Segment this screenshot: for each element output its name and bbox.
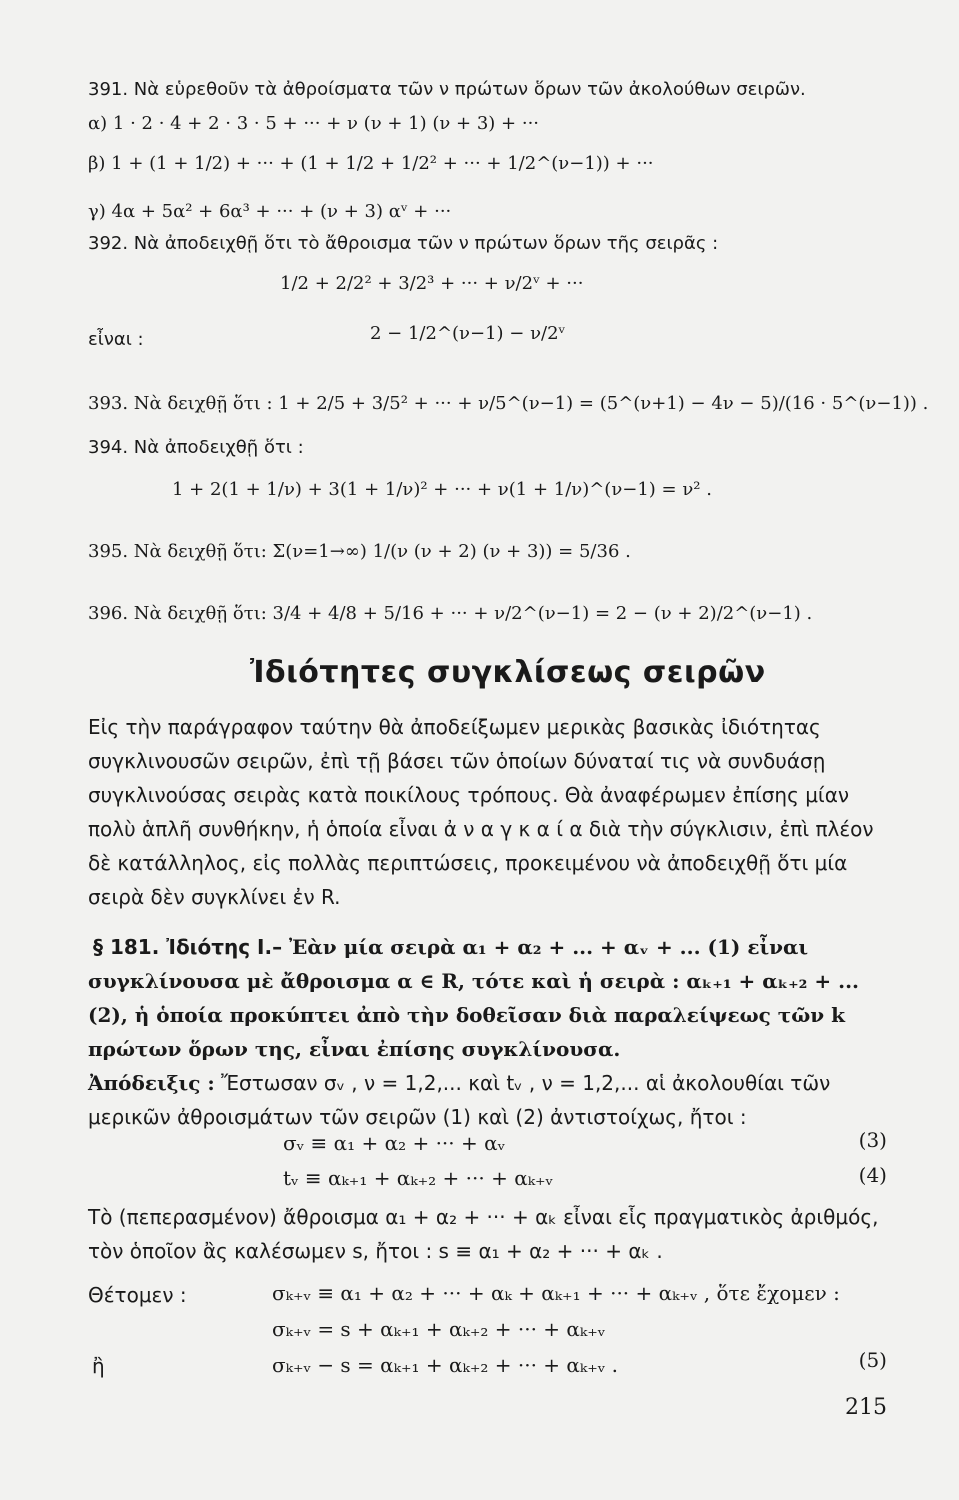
property-title: § 181. Ἰδιότης I.– [93, 935, 283, 959]
problem-391-c: γ) 4α + 5α² + 6α³ + ··· + (ν + 3) αᵛ + ··· [88, 201, 452, 222]
property-block [88, 930, 898, 1066]
equation-set: σₖ₊ᵥ ≡ α₁ + α₂ + ··· + αₖ + αₖ₊₁ + ··· + αₖ₊ᵥ , ὅτε ἔχομεν : [272, 1281, 840, 1305]
section-heading: Ἰδιότητες συγκλίσεως σειρῶν [250, 655, 766, 690]
proof-block [88, 1066, 888, 1134]
problem-392-label: εἶναι : [88, 329, 144, 350]
set-label: Θέτομεν : [88, 1283, 187, 1307]
proof-label: Ἀπόδειξις : [88, 1071, 215, 1095]
equation-5-label: (5) [858, 1348, 887, 1372]
problem-391-a: α) 1 · 2 · 4 + 2 · 3 · 5 + ··· + ν (ν + 1) (ν + 3) + ··· [88, 113, 540, 134]
page-number: 215 [845, 1395, 887, 1420]
proof-text: Ἔστωσαν σᵥ , ν = 1,2,... καὶ tᵥ , ν = 1,2,... αἱ ἀκολουθίαι τῶν μερικῶν ἀθροισμάτων τῶν σειρῶν (1) καὶ (2) ἀντιστοίχως, ἤτοι : [88, 1071, 831, 1129]
problem-392-result: 2 − 1/2^(ν−1) − ν/2ᵛ [370, 323, 566, 344]
problem-394-intro: 394. Νὰ ἀποδειχθῇ ὅτι : [88, 437, 304, 458]
property-text: Ἐὰν μία σειρὰ α₁ + α₂ + ... + αᵥ + ... (1) εἶναι συγκλίνουσα μὲ ἄθροισμα α ∈ R, τότε καὶ ἡ σειρὰ : αₖ₊₁ + αₖ₊₂ + ... (2), ἡ ὁποία προκύπτει ἀπὸ τὴν δοθεῖσαν διὰ παραλείψεως τῶν k πρώτων ὅρων της, εἶναι ἐπίσης συγκλίνουσα. [88, 935, 860, 1061]
equation-3-label: (3) [858, 1128, 887, 1152]
equation-then: σₖ₊ᵥ = s + αₖ₊₁ + αₖ₊₂ + ··· + αₖ₊ᵥ [272, 1317, 606, 1341]
equation-4-label: (4) [858, 1163, 887, 1187]
equation-5: σₖ₊ᵥ − s = αₖ₊₁ + αₖ₊₂ + ··· + αₖ₊ᵥ . [272, 1353, 618, 1377]
or-label: ἢ [92, 1354, 105, 1378]
problem-396: 396. Νὰ δειχθῇ ὅτι: 3/4 + 4/8 + 5/16 + ··· + ν/2^(ν−1) = 2 − (ν + 2)/2^(ν−1) . [88, 603, 813, 624]
problem-392-intro: 392. Νὰ ἀποδειχθῇ ὅτι τὸ ἄθροισμα τῶν ν πρώτων ὅρων τῆς σειρᾶς : [88, 233, 719, 254]
equation-4: tᵥ ≡ αₖ₊₁ + αₖ₊₂ + ··· + αₖ₊ᵥ [283, 1166, 554, 1190]
problem-391-intro: 391. Νὰ εὑρεθοῦν τὰ ἀθροίσματα τῶν ν πρώτων ὅρων τῶν ἀκολούθων σειρῶν. [88, 79, 806, 100]
intro-paragraph: Εἰς τὴν παράγραφον ταύτην θὰ ἀποδείξωμεν μερικὰς βασικὰς ἰδιότητας συγκλινουσῶν σειρῶν, ἐπὶ τῇ βάσει τῶν ὁποίων δύναταί τις νὰ συνδυάσῃ συγκλινούσας σειρὰς κατὰ ποικίλους τρόπους. Θὰ ἀναφέρωμεν ἐπίσης μίαν πολὺ ἁπλῆ συνθήκην, ἡ ὁποία εἶναι ἀ ν α γ κ α ί α διὰ τὴν σύγκλισιν, ἐπὶ πλέον δὲ κατάλληλος, εἰς πολλὰς περιπτώσεις, προκειμένου νὰ ἀποδειχθῇ ὅτι μία σειρὰ δὲν συγκλίνει ἐν R. [88, 715, 874, 909]
problem-394-equation: 1 + 2(1 + 1/ν) + 3(1 + 1/ν)² + ··· + ν(1 + 1/ν)^(ν−1) = ν² . [172, 479, 712, 500]
problem-395: 395. Νὰ δειχθῇ ὅτι: Σ(ν=1→∞) 1/(ν (ν + 2) (ν + 3)) = 5/36 . [88, 541, 631, 562]
problem-393: 393. Νὰ δειχθῇ ὅτι : 1 + 2/5 + 3/5² + ··· + ν/5^(ν−1) = (5^(ν+1) − 4ν − 5)/(16 · 5^(ν−1)) . [88, 393, 929, 414]
problem-392-series: 1/2 + 2/2² + 3/2³ + ··· + ν/2ᵛ + ··· [280, 273, 584, 294]
equation-3: σᵥ ≡ α₁ + α₂ + ··· + αᵥ [283, 1131, 506, 1155]
problem-391-b: β) 1 + (1 + 1/2) + ··· + (1 + 1/2 + 1/2² + ··· + 1/2^(ν−1)) + ··· [88, 153, 654, 174]
finite-sum-paragraph: Τὸ (πεπερασμένον) ἄθροισμα α₁ + α₂ + ··· + αₖ εἶναι εἷς πραγματικὸς ἀριθμός, τὸν ὁποῖον ἂς καλέσωμεν s, ἤτοι : s ≡ α₁ + α₂ + ··· + αₖ . [88, 1205, 879, 1263]
